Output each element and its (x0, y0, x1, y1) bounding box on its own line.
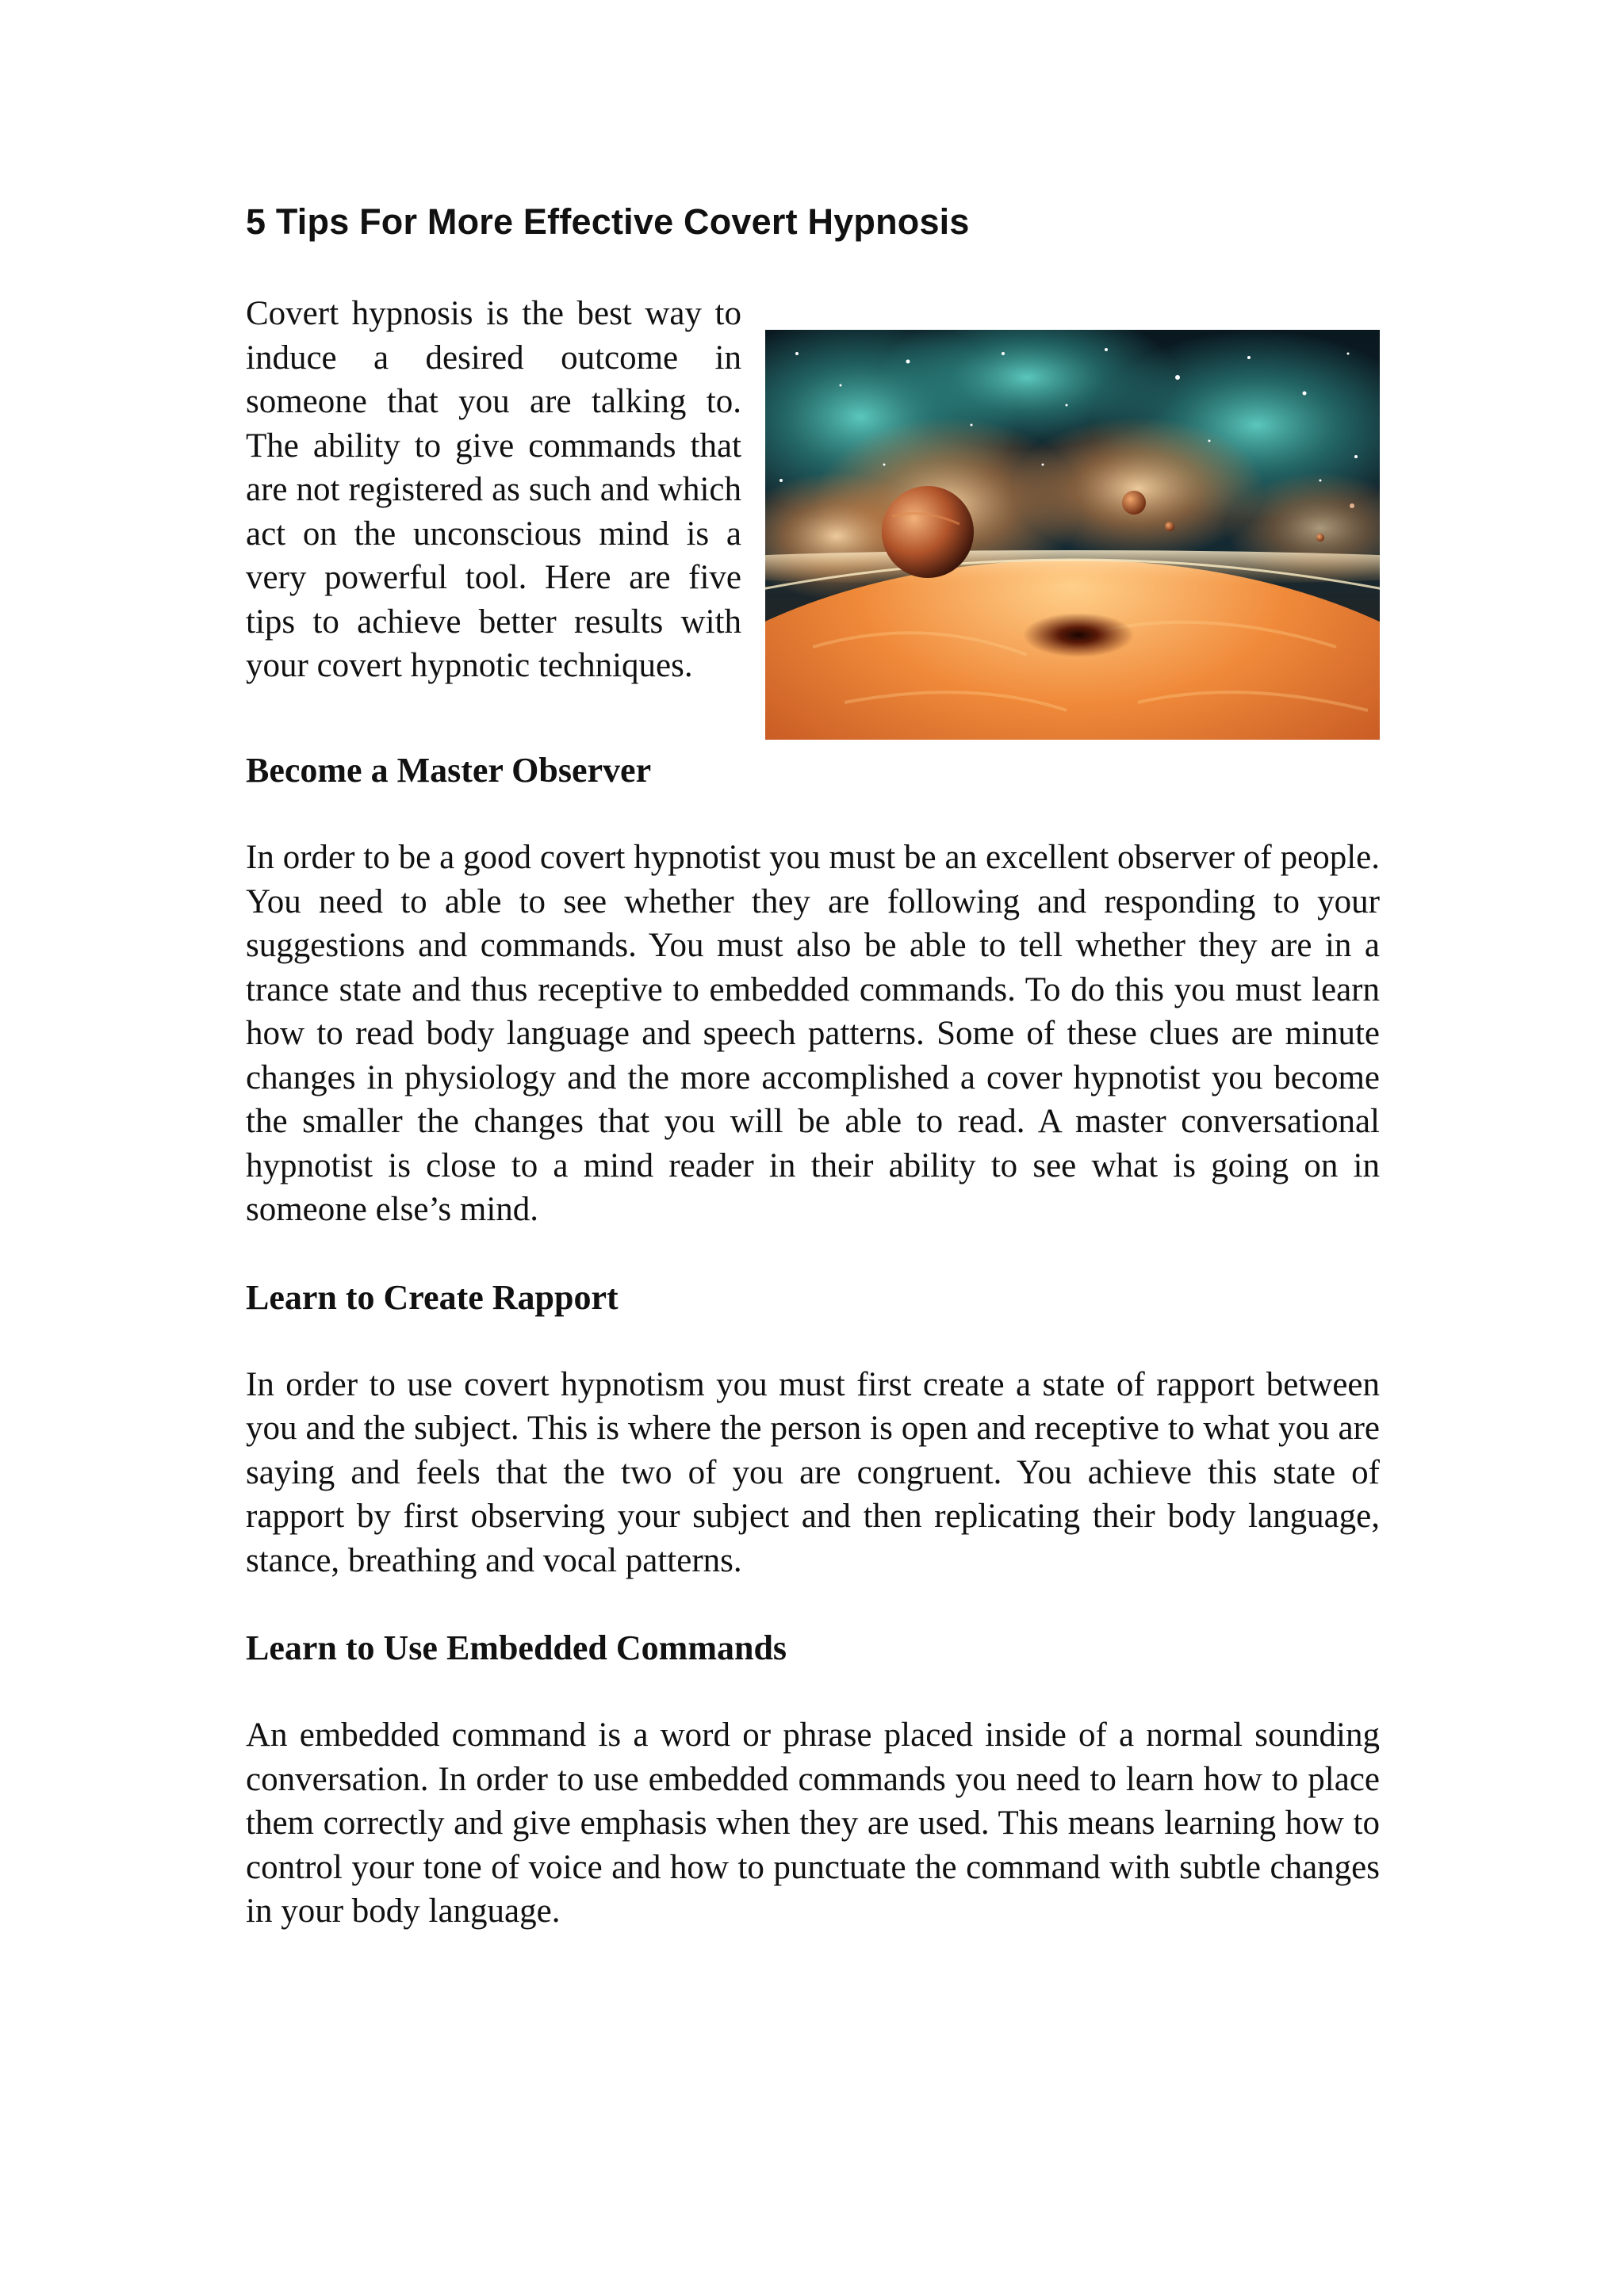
section-body-master-observer: In order to be a good covert hypnotist you must be an excellent observer of people. You need to able to see whether they are following and responding to your suggestions and commands. You must also be able to tell whether they are in a trance state and thus receptive to embedded commands. To do this you must learn how to read body language and speech patterns. Some of these clues are minute changes in physiology and the more accomplished a cover hypnotist you become the smaller the changes that you will be able to read. A master conversational hypnotist is close to a mind reader in their ability to see what is going on in someone else’s mind. (246, 839, 1380, 1228)
page-title: 5 Tips For More Effective Covert Hypnosis (246, 201, 970, 242)
document-page (246, 190, 1380, 1934)
section-heading-master-observer: Become a Master Observer (246, 751, 652, 790)
intro-block (246, 292, 1380, 736)
intro-paragraph: Covert hypnosis is the best way to induce a desired outcome in someone that you are talking to. The ability to give commands that are not registered as such and which act on the unconscious mind is a very powerful tool. Here are five tips to achieve better results with your covert hypnotic techniques. (246, 295, 741, 684)
cosmic-planet-image (765, 330, 1380, 740)
section-heading-embedded-commands: Learn to Use Embedded Commands (246, 1628, 787, 1667)
section-body-create-rapport: In order to use covert hypnotism you must first create a state of rapport between you and the subject. This is where the person is open and receptive to what you are saying and feels that the two of you are congruent. You achieve this state of rapport by first observing your subject and then replicating their body language, stance, breathing and vocal patterns. (246, 1365, 1380, 1579)
section-heading-create-rapport: Learn to Create Rapport (246, 1277, 619, 1317)
section-body-embedded-commands: An embedded command is a word or phrase placed inside of a normal sounding conversation. In order to use embedded commands you need to learn how to place them correctly and give emphasis when they are used. This means learning how to control your tone of voice and how to punctuate the command with subtle changes in your body language. (246, 1716, 1380, 1930)
